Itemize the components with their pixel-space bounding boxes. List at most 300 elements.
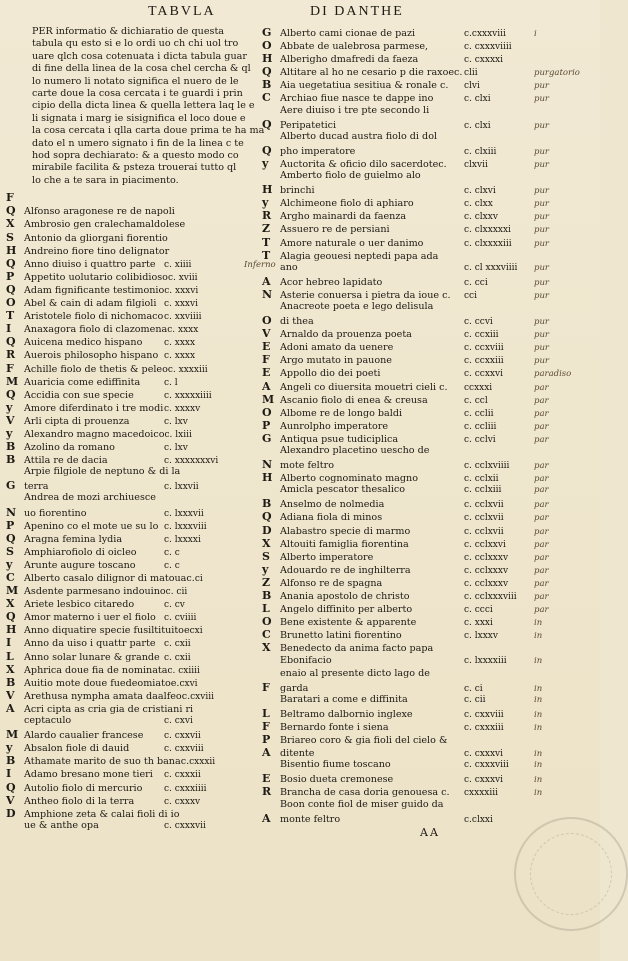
- entry-name: Alberto casalo dilignor di matouac.: [24, 573, 195, 584]
- entry-name: monte feltro: [280, 813, 341, 825]
- margin-letter: Q: [6, 282, 16, 296]
- index-entry: [262, 759, 588, 772]
- entry-name: Altouiti famiglia fiorentina: [280, 538, 409, 550]
- index-entry: [6, 427, 294, 440]
- page-reference: c. clxxv: [464, 212, 498, 223]
- margin-letter: Q: [6, 780, 16, 794]
- index-entry: [262, 641, 588, 654]
- margin-letter: S: [262, 549, 270, 563]
- entry-name: Anno da uiso i quattr parte: [24, 638, 156, 650]
- index-entry: [6, 257, 294, 270]
- entry-name: Anno solar lunare & grande: [24, 651, 160, 663]
- handwritten-note: par: [534, 526, 549, 537]
- entry-name: Alardo caualier francese: [24, 730, 144, 742]
- entry-name: Antiqua psue tudiciplica: [280, 433, 399, 445]
- entry-name: Briareo coro & gia fioli del cielo &: [280, 735, 448, 747]
- page-reference: c. cclxiii: [464, 485, 502, 496]
- entry-name: Andrea de mozi archiuesce: [24, 492, 156, 504]
- page-reference: c. cxxxiii: [464, 722, 504, 733]
- page-reference: c. cclii: [464, 408, 494, 419]
- entry-name: Alfonso aragonese re de napoli: [24, 206, 175, 218]
- page-reference: c. xxxx: [164, 351, 196, 362]
- index-entry: [6, 335, 294, 348]
- margin-letter: F: [6, 361, 14, 375]
- page-reference: c. cl xxxviiii: [464, 262, 518, 273]
- entry-name: Anacreote poeta e lego delisula: [280, 300, 434, 312]
- intro-line: tabula qu esto si e lo ordi uo ch chi uol tro: [32, 38, 239, 50]
- entry-name: Ambrosio gen cralechamaldolese: [24, 219, 186, 231]
- index-entry: [6, 453, 294, 466]
- page-reference: c. clxi: [464, 94, 491, 105]
- page-reference: clxvii: [464, 159, 488, 170]
- handwritten-note: par: [534, 605, 549, 616]
- handwritten-note: in: [534, 760, 543, 771]
- entry-name: Absalon fiole di dauid: [24, 743, 130, 755]
- handwritten-note: par: [534, 565, 549, 576]
- margin-letter: O: [262, 39, 272, 53]
- entry-name: Alabastro specie di marmo: [280, 525, 411, 537]
- page-reference: c. cclxviiii: [464, 461, 510, 472]
- index-entry: [262, 694, 588, 707]
- handwritten-note: pur: [534, 277, 549, 288]
- library-stamp: [514, 817, 628, 931]
- page-reference: c. cclxxxviii: [464, 592, 517, 603]
- index-entry: [6, 348, 294, 361]
- entry-name: Ascanio fiolo di enea & creusa: [280, 394, 428, 406]
- margin-letter: E: [262, 772, 271, 786]
- index-entry: [262, 432, 588, 445]
- index-entry: [6, 767, 294, 780]
- entry-name: Boon conte fiol de miser guido da: [280, 798, 444, 810]
- margin-letter: X: [262, 641, 271, 655]
- page-reference: c. l: [164, 377, 178, 388]
- entry-name: pho imperatore: [280, 145, 356, 157]
- entry-name: Bosio dueta cremonese: [280, 774, 394, 786]
- handwritten-note: Inferno: [244, 259, 276, 270]
- handwritten-note: par: [534, 539, 549, 550]
- page-reference: c. cxxxviiii: [464, 42, 512, 53]
- margin-letter: P: [262, 733, 271, 747]
- page-reference: c. lxxvii: [164, 482, 199, 493]
- margin-letter: Q: [6, 610, 16, 624]
- header-left: TABVLA: [148, 4, 216, 19]
- page-reference: clvi: [464, 81, 480, 92]
- entry-name: Arunte augure toscano: [24, 559, 136, 571]
- margin-letter: H: [262, 183, 273, 197]
- page-reference: c. cxxxii: [164, 770, 201, 781]
- entry-name: Attila re de dacia: [24, 455, 108, 467]
- margin-letter: I: [6, 322, 12, 336]
- margin-letter: V: [6, 688, 15, 702]
- page-reference: c. clxxxxiii: [464, 238, 512, 249]
- margin-letter: X: [6, 662, 15, 676]
- entry-name: Alexandro placetino uescho de: [280, 445, 430, 456]
- entry-name: Bisentio fiume toscano: [280, 759, 391, 771]
- entry-name: Amphiarofiolo di oicleo: [24, 546, 137, 558]
- margin-letter: L: [262, 706, 270, 720]
- margin-letter: B: [6, 453, 16, 467]
- page-reference: c. cxxxvi: [464, 749, 503, 760]
- margin-letter: C: [262, 628, 271, 642]
- index-entry: [6, 506, 294, 519]
- handwritten-note: in: [534, 722, 543, 733]
- index-entry: [6, 244, 294, 257]
- margin-letter: Q: [6, 335, 16, 349]
- handwritten-note: pur: [534, 159, 549, 170]
- entry-name: Accidia con sue specie: [24, 389, 134, 401]
- page-reference: c. cxxxvi: [464, 775, 503, 786]
- handwritten-note: par: [534, 592, 549, 603]
- margin-letter: y: [262, 562, 269, 576]
- index-entry: [262, 170, 588, 183]
- margin-letter: M: [262, 392, 275, 406]
- entry-name: Adiana fiola di minos: [280, 512, 383, 524]
- entry-name: Autolio fiolo di mercurio: [24, 782, 143, 794]
- margin-letter: S: [6, 230, 14, 244]
- handwritten-note: pur: [534, 94, 549, 105]
- page-reference: c. cxxxviii: [464, 760, 509, 771]
- margin-letter: Q: [262, 117, 272, 131]
- index-entry: [262, 602, 588, 615]
- handwritten-note: pur: [534, 238, 549, 249]
- handwritten-note: i: [534, 29, 537, 39]
- margin-letter: Q: [262, 510, 272, 524]
- entry-name: Amicla pescator thesalico: [280, 484, 406, 496]
- handwritten-note: par: [534, 552, 549, 563]
- margin-letter: Q: [6, 387, 16, 401]
- handwritten-note: par: [534, 395, 549, 406]
- entry-name: Brunetto latini fiorentino: [280, 630, 402, 642]
- index-entry: [6, 689, 294, 702]
- page-reference: c. xxxi: [464, 618, 493, 629]
- index-entry: [6, 270, 294, 283]
- index-entry: [6, 610, 294, 623]
- page-reference: c. xxxxxxxvi: [164, 456, 219, 467]
- page-reference: c. cxxviii: [164, 744, 204, 755]
- margin-letter: B: [262, 589, 272, 603]
- intro-line: uare qlch cosa cotenuata i dicta tabula guar: [32, 50, 247, 62]
- entry-name: Adoni amato da uenere: [280, 342, 394, 354]
- index-entry: [262, 733, 588, 746]
- handwritten-note: pur: [534, 330, 549, 341]
- index-entry: [262, 353, 588, 366]
- index-entry: [262, 707, 588, 720]
- index-entry: [262, 563, 588, 576]
- margin-letter: B: [6, 440, 16, 454]
- intro-line: lo numero li notato significa el nuero de le: [32, 75, 239, 87]
- margin-letter: F: [6, 191, 14, 205]
- page-reference: c. cclxxvi: [464, 539, 506, 550]
- index-entry: [262, 510, 588, 523]
- margin-letter: Z: [262, 575, 271, 589]
- index-entry: [6, 807, 294, 820]
- entry-name: Aere diuiso i tre pte secondo li: [280, 104, 430, 116]
- entry-name: Aphrica doue fia de nominata: [24, 664, 168, 676]
- entry-name: Antonio da gliorgani fiorentio: [24, 232, 168, 244]
- index-entry: [6, 728, 294, 741]
- margin-letter: Q: [6, 531, 16, 545]
- entry-name: Antheo fiolo di la terra: [24, 795, 135, 807]
- page-reference: c. clxxxxxi: [464, 225, 511, 236]
- entry-name: Asdente parmesano indouino: [24, 586, 166, 598]
- index-entry: [262, 380, 588, 393]
- margin-letter: H: [262, 52, 273, 66]
- index-entry: [6, 231, 294, 244]
- index-entry: [6, 794, 294, 807]
- page-reference: c. cclxvii: [464, 513, 504, 524]
- margin-letter: P: [262, 418, 271, 432]
- handwritten-note: pur: [534, 186, 549, 197]
- margin-letter: O: [6, 296, 16, 310]
- handwritten-note: pur: [534, 225, 549, 236]
- entry-name: Assuero re de persiani: [280, 224, 390, 236]
- entry-name: Amberto fiolo de guielmo alo: [280, 170, 421, 182]
- entry-name: Arnaldo da prouenza poeta: [280, 329, 412, 341]
- index-entry: [6, 650, 294, 663]
- index-entry: [262, 812, 588, 825]
- entry-name: Arethusa nympha amata daalfeoc.: [24, 690, 191, 702]
- entry-name: Benedecto da anima facto papa: [280, 643, 434, 655]
- index-entry: [6, 388, 294, 401]
- entry-name: Auitio mote doue fuedeomiatoe.: [24, 677, 180, 689]
- margin-letter: O: [262, 405, 272, 419]
- page-reference: c. xiiii: [164, 259, 192, 270]
- entry-name: Amore naturale o uer danimo: [280, 237, 424, 249]
- page-reference: c. clxiii: [464, 146, 497, 157]
- right-index-list: [262, 26, 588, 825]
- index-entry: [6, 401, 294, 414]
- entry-name: Angeli co diuersita mouetri cieli c.: [280, 381, 448, 393]
- margin-letter: N: [6, 505, 17, 519]
- page-reference: c. lxxxxi: [164, 534, 201, 545]
- entry-name: Andreino fiore tino delignator: [24, 245, 170, 257]
- page-reference: c. cxiiii: [167, 665, 200, 676]
- index-entry: [262, 327, 588, 340]
- margin-letter: R: [262, 785, 272, 799]
- index-entry: [262, 576, 588, 589]
- intro-line: lo che a te sara in piacimento.: [32, 174, 179, 186]
- entry-name: mote feltro: [280, 460, 334, 472]
- index-entry: [262, 26, 588, 39]
- handwritten-note: pur: [534, 343, 549, 354]
- page-reference: c. ci: [464, 683, 483, 694]
- index-entry: [262, 799, 588, 812]
- entry-name: ceptaculo: [24, 715, 72, 727]
- entry-name: Anaxagora fiolo di clazomena: [24, 324, 168, 336]
- page-reference: c. cxxviii: [464, 709, 504, 720]
- page-reference: c. ccxxvi: [464, 369, 503, 380]
- handwritten-note: par: [534, 500, 549, 511]
- margin-letter: F: [262, 719, 270, 733]
- handwritten-note: par: [534, 461, 549, 472]
- index-entry: [6, 375, 294, 388]
- margin-letter: F: [262, 680, 270, 694]
- margin-letter: E: [262, 366, 271, 380]
- entry-name: Alfonso re de spagna: [280, 577, 383, 589]
- index-entry: [262, 484, 588, 497]
- page-reference: c. ccci: [464, 605, 493, 616]
- index-entry: [6, 283, 294, 296]
- page-reference: c. c: [164, 560, 180, 571]
- handwritten-note: pur: [534, 262, 549, 273]
- intro-line: li signata i marg ie sisignifica el loco doue e: [32, 112, 246, 124]
- margin-letter: H: [262, 471, 273, 485]
- margin-letter: A: [6, 701, 15, 715]
- entry-name: Amphione zeta & calai fioli di io: [24, 808, 180, 820]
- margin-letter: N: [262, 458, 273, 472]
- margin-letter: V: [6, 793, 15, 807]
- margin-letter: C: [6, 571, 15, 584]
- margin-letter: y: [6, 426, 13, 440]
- index-entry: [262, 314, 588, 327]
- index-entry: [6, 440, 294, 453]
- entry-name: Auaricia come ediffinita: [24, 376, 141, 388]
- page-reference: c.cxxxviii: [464, 29, 506, 39]
- index-entry: [262, 720, 588, 733]
- page-reference: c. cci: [464, 277, 488, 288]
- page-reference: c. cxxxxi: [464, 55, 503, 66]
- handwritten-note: pur: [534, 212, 549, 223]
- margin-letter: H: [6, 243, 17, 257]
- index-entry: [262, 406, 588, 419]
- index-entry: [262, 628, 588, 641]
- handwritten-note: par: [534, 434, 549, 445]
- handwritten-note: par: [534, 513, 549, 524]
- entry-name: Appollo dio dei poeti: [280, 368, 381, 380]
- page-reference: c. ccvi: [464, 317, 493, 328]
- intro-line: cipio della dicta linea & quella lettera laq le e: [32, 100, 255, 112]
- entry-name: Appetito uolutario colibidioso: [24, 271, 168, 283]
- index-entry: [262, 471, 588, 484]
- margin-letter: y: [262, 196, 269, 210]
- page-reference: cxxxii: [189, 757, 216, 768]
- entry-name: Aristotele fiolo di nichomaco: [24, 311, 164, 323]
- handwritten-note: in: [534, 683, 543, 694]
- entry-name: Abbate de ualebrosa parmese,: [280, 41, 429, 53]
- margin-letter: M: [6, 374, 19, 388]
- index-entry: [262, 249, 588, 262]
- index-entry: [262, 65, 588, 78]
- margin-letter: C: [262, 91, 271, 105]
- index-entry: [262, 668, 588, 681]
- index-entry: [262, 497, 588, 510]
- entry-name: Alberto imperatore: [280, 551, 374, 563]
- entry-name: Amore diferdinato i tre modi: [24, 402, 164, 414]
- index-entry: [262, 366, 588, 379]
- index-entry: [6, 532, 294, 545]
- entry-name: Ariete lesbico citaredo: [24, 599, 135, 611]
- page-reference: c. xxviiii: [164, 312, 202, 323]
- index-entry: [262, 52, 588, 65]
- entry-name: Adamo bresano mone tieri: [24, 769, 153, 781]
- index-entry: [262, 393, 588, 406]
- entry-name: Adam fignificante testimonio: [24, 284, 165, 296]
- margin-letter: Q: [6, 256, 16, 270]
- index-entry: [262, 144, 588, 157]
- index-entry: [6, 414, 294, 427]
- page-reference: c. cxii: [164, 652, 191, 663]
- index-entry: [262, 91, 588, 104]
- entry-name: Arpie filgiole de neptuno & di la: [24, 466, 181, 478]
- index-entry: [262, 222, 588, 235]
- intro-line: PER informatio & dichiaratio de questa: [32, 26, 225, 37]
- index-entry: [262, 209, 588, 222]
- entry-name: Acri cipta as cria gia de cristiani ri: [24, 703, 194, 715]
- entry-name: uo fiorentino: [24, 507, 87, 519]
- entry-name: brinchi: [280, 185, 315, 197]
- entry-name: Bernardo fonte i siena: [280, 721, 389, 733]
- margin-letter: B: [6, 754, 16, 768]
- entry-name: ue & anthe opa: [24, 819, 99, 831]
- index-entry: [6, 636, 294, 649]
- index-entry: [262, 445, 588, 458]
- margin-letter: G: [262, 26, 272, 39]
- entry-name: Azolino da romano: [24, 442, 115, 454]
- entry-name: ano: [280, 261, 298, 273]
- margin-letter: N: [262, 287, 273, 301]
- margin-letter: X: [6, 597, 15, 611]
- index-entry: [6, 597, 294, 610]
- entry-name: di thea: [280, 316, 314, 328]
- handwritten-note: in: [534, 749, 543, 760]
- entry-name: garda: [280, 682, 309, 694]
- margin-letter: V: [6, 413, 15, 427]
- page-reference: cxvi: [179, 678, 198, 689]
- index-entry: [262, 275, 588, 288]
- page-reference: c. clxvi: [464, 186, 496, 197]
- intro-line: dato el n umero signato i fin de la linea c te: [32, 137, 244, 149]
- margin-letter: M: [6, 584, 19, 598]
- margin-letter: T: [262, 248, 271, 262]
- index-entry: [6, 663, 294, 676]
- page-reference: c. cxxxv: [164, 796, 201, 807]
- page-reference: c. lxxxv: [464, 631, 498, 642]
- page-reference: c. cclxxxv: [464, 565, 509, 576]
- handwritten-note: par: [534, 382, 549, 393]
- margin-letter: D: [262, 523, 272, 537]
- index-entry: [262, 78, 588, 91]
- index-entry: [262, 131, 588, 144]
- margin-letter: y: [6, 557, 13, 571]
- page-reference: c. lxiii: [164, 429, 192, 440]
- entry-name: Anno diquatire specie fusiltituitoe: [24, 625, 190, 637]
- index-entry: [262, 288, 588, 301]
- left-index-list: [6, 191, 294, 833]
- handwritten-note: pur: [534, 199, 549, 210]
- index-entry: [262, 118, 588, 131]
- margin-letter: R: [262, 209, 272, 223]
- signature-mark: AA: [420, 826, 440, 839]
- entry-name: Beltramo dalbornio inglexe: [280, 708, 413, 720]
- handwritten-note: par: [534, 485, 549, 496]
- page-reference: c. cclxxxv: [464, 552, 509, 563]
- margin-letter: E: [262, 340, 271, 354]
- margin-letter: L: [262, 602, 270, 616]
- page-reference: c. xxxxiii: [167, 364, 208, 375]
- handwritten-note: in: [534, 775, 543, 786]
- margin-letter: O: [262, 615, 272, 629]
- page-reference: c. cxxxvii: [164, 820, 206, 831]
- index-entry: [262, 183, 588, 196]
- handwritten-note: pur: [534, 356, 549, 367]
- margin-letter: Q: [262, 65, 272, 79]
- entry-name: Anno diuiso i quattro parte: [24, 258, 156, 270]
- index-entry: [262, 615, 588, 628]
- margin-letter: S: [6, 544, 14, 558]
- index-entry: [6, 820, 294, 833]
- index-entry: [6, 466, 294, 479]
- entry-name: Baratari a come e diffinita: [280, 693, 408, 705]
